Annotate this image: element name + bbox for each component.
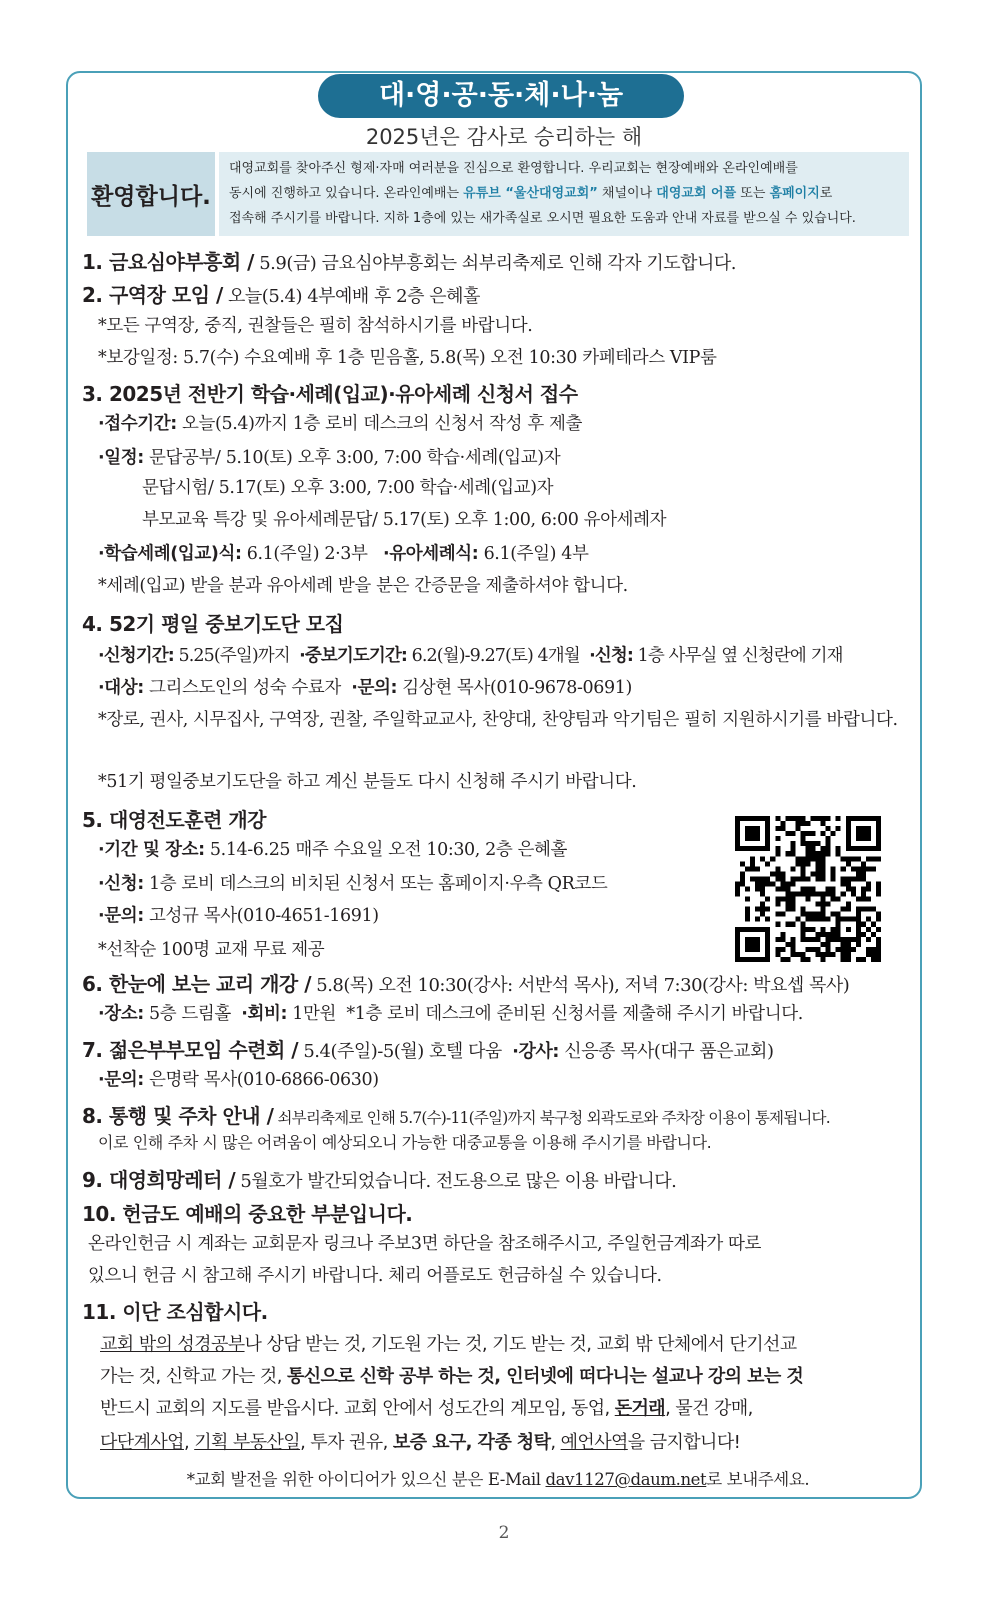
warning-highlight: 다단계사업 [100,1432,184,1453]
item-line [82,1066,379,1091]
item-value: 5.25(주일)까지 [173,646,300,666]
item-value: 1층 로비 데스크의 비치된 신청서 또는 홈페이지·우측 QR코드 [143,874,608,894]
welcome-title: 환영합니다. [87,152,215,236]
item-line [82,1394,753,1420]
item-line [82,1000,803,1025]
item-9 [82,1164,676,1193]
church-app-link[interactable]: 대영교회 어플 [656,186,737,201]
warning-highlight: 통신으로 신학 공부 하는 것, 인터넷에 떠다니는 설교나 강의 보는 것 [286,1366,804,1387]
item-line [82,540,588,565]
item-text: 쇠부리축제로 인해 5.7(수)-11(주일)까지 북구청 외곽도로와 주차장 이용이 통제됩니다. [273,1109,830,1127]
warning-highlight: 보증 요구, 각종 청탁 [392,1432,551,1453]
item-10: 10. 헌금도 예배의 중요한 부분입니다. [82,1202,413,1226]
item-1 [82,246,736,275]
item-line: *보강일정: 5.7(수) 수요예배 후 1층 믿음홀, 5.8(목) 오전 10:30 카페테라스 VIP룸 [98,348,717,368]
item-value: 은명락 목사(010-6866-0630) [143,1070,379,1090]
welcome-text-span: 또는 [736,186,770,201]
item-value: 6.1(주일) 2·3부 [241,544,384,564]
item-line: 온라인헌금 시 계좌는 교회문자 링크나 주보3면 하단을 참조해주시고, 주일헌금계좌가 따로 [88,1234,762,1254]
item-5: 5. 대영전도훈련 개강 [82,808,266,832]
item-text: 오늘(5.4) 4부예배 후 2층 은혜홀 [222,286,480,307]
item-key: ·장소: [98,1004,144,1024]
item-key: ·기간 및 장소: [98,840,205,860]
item-line [82,1362,803,1388]
page-number: 2 [498,1523,510,1543]
item-key: ·학습세례(입교)식: [98,544,242,564]
qr-code-icon[interactable] [735,816,881,962]
item-value: 김상현 목사(010-9678-0691) [397,678,632,698]
welcome-line: 접속해 주시기를 바랍니다. 지하 1층에 있는 새가족실로 오시면 필요한 도움과 안내 자료를 받으실 수 있습니다. [229,211,856,226]
item-11: 11. 이단 조심합시다. [82,1300,268,1324]
item-6 [82,968,849,997]
welcome-line: 대영교회를 찾아주신 형제·자매 여러분을 진심으로 환영합니다. 우리교회는 현장예배와 온라인예배를 [229,161,798,176]
warning-highlight: 기획 부동산일 [194,1432,301,1453]
item-text: 5월호가 발간되었습니다. 전도용으로 많은 이용 바랍니다. [235,1171,677,1192]
item-value: 5.14-6.25 매주 수요일 오전 10:30, 2층 은혜홀 [204,840,568,860]
item-line [82,902,379,927]
item-key: ·회비: [241,1004,288,1024]
item-value: 5층 드림홀 [143,1004,242,1024]
item-7 [82,1034,773,1063]
item-line: *세례(입교) 받을 분과 유아세례 받을 분은 간증문을 제출하셔야 합니다. [98,576,628,596]
item-line: *모든 구역장, 중직, 권찰들은 필히 참석하시기를 바랍니다. [98,316,533,336]
item-line [82,870,607,895]
footer-text: *교회 발전을 위한 아이디어가 있으신 분은 E-Mail [186,1470,546,1489]
item-text: , [550,1432,561,1453]
item-title: 2. 구역장 모임 / [82,283,223,307]
item-text: , 물건 강매, [665,1398,753,1419]
item-title: 6. 한눈에 보는 교리 개강 / [82,972,312,996]
item-text: 을 금지합니다! [627,1432,741,1453]
item-value: 1만원 *1층 로비 데스크에 준비된 신청서를 제출해 주시기 바랍니다. [287,1004,803,1024]
item-text: , [183,1432,195,1453]
item-key: ·대상: [98,678,144,698]
item-line: 부모교육 특강 및 유아세례문답/ 5.17(토) 오후 1:00, 6:00 유아세례자 [142,510,667,530]
item-text: 신응종 목사(대구 품은교회) [558,1041,774,1062]
item-text: 5.8(목) 오전 10:30(강사: 서반석 목사), 저녁 7:30(강사: 박요셉 목사) [311,975,850,996]
item-text: 나 상담 받는 것, 기도원 가는 것, 기도 받는 것, 교회 밖 단체에서 단기선교 [244,1334,797,1355]
item-key: ·일정: [98,448,144,468]
item-line [82,410,582,435]
item-line [82,1428,740,1454]
item-4: 4. 52기 평일 중보기도단 모집 [82,612,344,636]
item-line: *51기 평일중보기도단을 하고 계신 분들도 다시 신청해 주시기 바랍니다. [98,772,637,792]
item-key: ·강사: [512,1041,559,1062]
item-text: 5.9(금) 금요심야부흥회는 쇠부리축제로 인해 각자 기도합니다. [253,253,737,274]
item-line [82,836,567,861]
item-value: 그리스도인의 성숙 수료자 [143,678,352,698]
idea-footer [82,1466,914,1490]
welcome-text-span: 채널이나 [597,186,657,201]
item-8 [82,1100,830,1129]
item-line [82,674,632,699]
item-title: 9. 대영희망레터 / [82,1168,236,1192]
welcome-text-span: 동시에 진행하고 있습니다. 온라인예배는 [229,186,464,201]
item-line: *장로, 권사, 시무집사, 구역장, 권찰, 주일학교교사, 찬양대, 찬양팀과 악기팀은 필히 지원하시기를 바랍니다. [98,710,898,730]
email-link[interactable]: dav1127@daum.net [545,1470,707,1489]
welcome-line [229,181,901,206]
item-key: ·유아세례식: [383,544,479,564]
item-title: 8. 통행 및 주차 안내 / [82,1104,274,1128]
item-value: 고성규 목사(010-4651-1691) [143,906,379,926]
welcome-text-span: 로 [819,186,833,201]
warning-highlight: 예언사역 [560,1432,628,1453]
homepage-link[interactable]: 홈페이지 [769,186,820,201]
section-banner: 대·영·공·동·체·나·눔 [318,74,684,118]
footer-text: 로 보내주세요. [706,1470,810,1489]
item-key: ·중보기도기간: [299,646,407,666]
item-text: 반드시 교회의 지도를 받읍시다. 교회 안에서 성도간의 계모임, 동업, [100,1398,615,1419]
item-text: 가는 것, 신학교 가는 것, [100,1366,287,1387]
item-line: 문답시험/ 5.17(토) 오후 3:00, 7:00 학습·세례(입교)자 [142,478,554,498]
item-line [82,1330,797,1356]
item-line: 이로 인해 주차 시 많은 어려움이 예상되오니 가능한 대중교통을 이용해 주시기를 바랍니다. [98,1133,712,1152]
item-value: 문답공부/ 5.10(토) 오후 3:00, 7:00 학습·세례(입교)자 [143,448,561,468]
warning-highlight: 교회 밖의 성경공부 [100,1334,245,1355]
item-title: 1. 금요심야부흥회 / [82,250,254,274]
item-key: ·신청: [98,874,144,894]
warning-highlight: 돈거래 [614,1398,666,1419]
item-value: 1층 사무실 옆 신청란에 기재 [632,646,843,666]
item-value: 오늘(5.4)까지 1층 로비 데스크의 신청서 작성 후 제출 [176,414,582,434]
item-3: 3. 2025년 전반기 학습·세례(입교)·유아세례 신청서 접수 [82,382,578,406]
item-text: 5.4(주일)-5(월) 호텔 다움 [298,1041,513,1062]
item-line [82,444,560,469]
item-key: ·문의: [98,1070,144,1090]
item-title: 7. 젊은부부모임 수련회 / [82,1038,299,1062]
item-key: ·신청기간: [98,646,174,666]
item-line: *선착순 100명 교재 무료 제공 [98,940,325,960]
yearly-motto: 2025년은 감사로 승리하는 해 [365,125,643,149]
item-value: 6.2(월)-9.27(토) 4개월 [407,646,590,666]
item-key: ·신청: [589,646,633,666]
item-key: ·문의: [351,678,398,698]
item-value: 6.1(주일) 4부 [478,544,589,564]
item-key: ·문의: [98,906,144,926]
item-text: , 투자 권유, [300,1432,393,1453]
item-2 [82,279,480,308]
item-line: 있으니 헌금 시 참고해 주시기 바랍니다. 체리 어플로도 헌금하실 수 있습니다. [88,1266,662,1286]
welcome-text [219,152,909,236]
youtube-channel-link[interactable]: 유튜브 “울산대영교회” [463,186,598,201]
item-key: ·접수기간: [98,414,177,434]
item-line [82,642,843,667]
welcome-box [87,152,909,236]
